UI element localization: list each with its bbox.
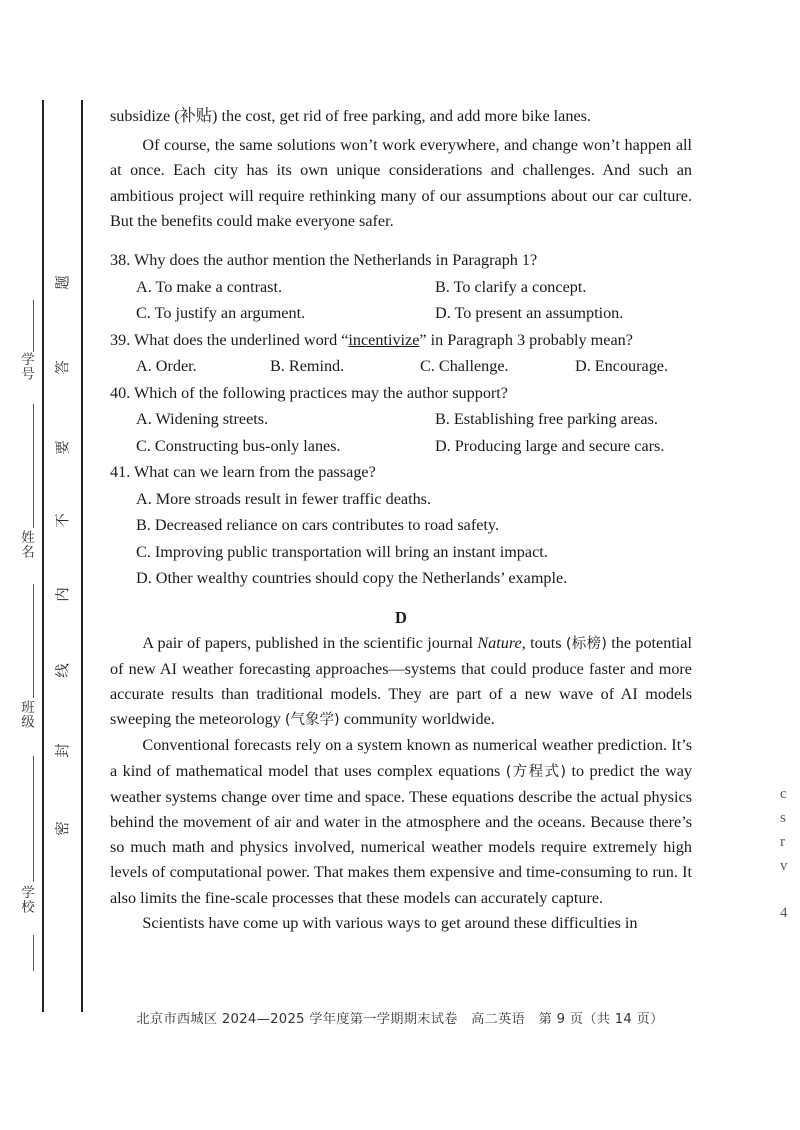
seal-char-3: 要: [55, 440, 72, 455]
question-39-stem: [110, 327, 692, 354]
passage-d-p2-b: to predict the way weather systems change over time and space. These equations describe the actual physics behind the movement of air and water in the atmosphere and the oceans. Because there’s so much math and physics involved, numerical weather models require extremely high levels of computational power. That makes them expensive and time-consuming to run. It also limits the fine-scale processes that these models can accurately capture.: [110, 761, 692, 907]
passage-d-p1-c: the potential of new AI weather forecasting approaches—systems that could produce faster and more accurate results than traditional models. They are part of a new wave of AI models sweeping the meteorology: [110, 633, 692, 729]
edge-underline-2: [33, 404, 34, 528]
question-39-option-b[interactable]: B. Remind.: [270, 357, 345, 376]
seal-char-7: 封: [55, 743, 72, 758]
question-41-option-c[interactable]: C. Improving public transportation will bring an instant impact.: [136, 542, 548, 561]
edge-label-student-id: 学号: [18, 352, 34, 381]
bleed-through-mark: v: [780, 858, 788, 874]
section-letter-d: D: [395, 607, 407, 627]
edge-label-school: 学校: [18, 885, 34, 914]
question-38-option-a[interactable]: A. To make a contrast.: [136, 277, 283, 296]
question-39-stem-pre: 39. What does the underlined word “: [110, 330, 349, 349]
seal-line-outer: [42, 100, 44, 1012]
edge-label-class: 班级: [18, 700, 34, 729]
question-41-option-b[interactable]: B. Decreased reliance on cars contributes to road safety.: [136, 516, 500, 535]
passage-d-paragraph-3: [110, 911, 692, 936]
edge-underline-1: [33, 300, 34, 352]
seal-char-1: 题: [55, 275, 72, 290]
question-38-options-row-1: [110, 274, 692, 301]
seal-char-8: 密: [55, 821, 72, 836]
question-41-option-a[interactable]: A. More stroads result in fewer traffic deaths.: [136, 489, 432, 508]
seal-char-2: 答: [55, 360, 72, 375]
passage-d-p3-text: Scientists have come up with various ways to get around these difficulties in: [142, 913, 638, 932]
paragraph-of-course-text: Of course, the same solutions won’t work everywhere, and change won’t happen all at once. Each city has its own unique considerations and challenges. And such an ambitious project will require rethinking many of our assumptions about our car culture. But the benefits could make everyone safer.: [110, 136, 692, 230]
question-40-option-c[interactable]: C. Constructing bus-only lanes.: [136, 436, 341, 455]
seal-line-inner: [81, 100, 83, 1012]
question-41-option-d[interactable]: D. Other wealthy countries should copy the Netherlands’ example.: [136, 569, 568, 588]
question-38-option-b[interactable]: B. To clarify a concept.: [435, 277, 587, 296]
bleed-through-mark: c: [780, 786, 787, 802]
question-38-option-c[interactable]: C. To justify an argument.: [136, 304, 306, 323]
question-38-options-row-2: [110, 300, 692, 327]
question-39-option-a[interactable]: A. Order.: [136, 357, 197, 376]
passage-d-paragraph-1: [110, 631, 692, 734]
question-38-stem: 38. Why does the author mention the Netherlands in Paragraph 1?: [110, 251, 538, 270]
passage-d-p1-b: , touts: [521, 633, 566, 652]
bleed-through-mark: s: [780, 810, 786, 826]
question-40-options-row-2: [110, 433, 692, 460]
edge-underline-5: [33, 935, 34, 971]
bleed-through-mark: r: [780, 834, 785, 850]
question-39-stem-post: ” in Paragraph 3 probably mean?: [419, 330, 633, 349]
seal-char-6: 线: [55, 663, 72, 678]
seal-char-4: 不: [55, 513, 72, 528]
passage-d-gloss-meteorology: (气象学): [284, 712, 340, 729]
question-39-option-d[interactable]: D. Encourage.: [575, 357, 669, 376]
seal-char-5: 内: [55, 587, 72, 602]
question-40-option-b[interactable]: B. Establishing free parking areas.: [435, 410, 658, 429]
edge-underline-3: [33, 584, 34, 698]
question-40-option-a[interactable]: A. Widening streets.: [136, 410, 269, 429]
passage-d-paragraph-2: [110, 733, 692, 910]
question-40-options-row-1: [110, 406, 692, 433]
edge-label-name: 姓名: [18, 530, 34, 559]
paragraph-continuation: [110, 104, 692, 129]
passage-d-gloss-equations: (方程式): [505, 763, 567, 780]
question-41-stem: 41. What can we learn from the passage?: [110, 463, 376, 482]
page-footer: 北京市西城区 2024—2025 学年度第一学期期末试卷 高二英语 第 9 页（共 14 页）: [136, 1012, 664, 1027]
passage-d-p1-d: community worldwide.: [339, 710, 495, 729]
question-40-stem: 40. Which of the following practices may the author support?: [110, 383, 508, 402]
passage-d-gloss-touts: (标榜): [565, 635, 607, 652]
page-content: [110, 104, 692, 936]
bleed-through-mark: 4: [780, 905, 788, 921]
question-39-option-c[interactable]: C. Challenge.: [420, 357, 509, 376]
question-40-option-d[interactable]: D. Producing large and secure cars.: [435, 436, 665, 455]
question-39-options-row: [110, 353, 692, 380]
passage-d-journal-name: Nature: [477, 633, 522, 652]
paragraph-continuation-text: subsidize (补贴) the cost, get rid of free parking, and add more bike lanes.: [110, 107, 591, 125]
question-39-underlined-word: incentivize: [348, 330, 420, 349]
passage-d-p1-a: A pair of papers, published in the scientific journal: [142, 633, 478, 652]
paragraph-of-course: [110, 133, 692, 234]
question-38-option-d[interactable]: D. To present an assumption.: [435, 304, 624, 323]
seal-margin: [0, 0, 100, 1130]
passage-d-p2-a: Conventional forecasts rely on a system known as numerical weather prediction. It’s a kind of mathematical model that uses complex equations: [110, 736, 692, 780]
edge-underline-4: [33, 756, 34, 882]
